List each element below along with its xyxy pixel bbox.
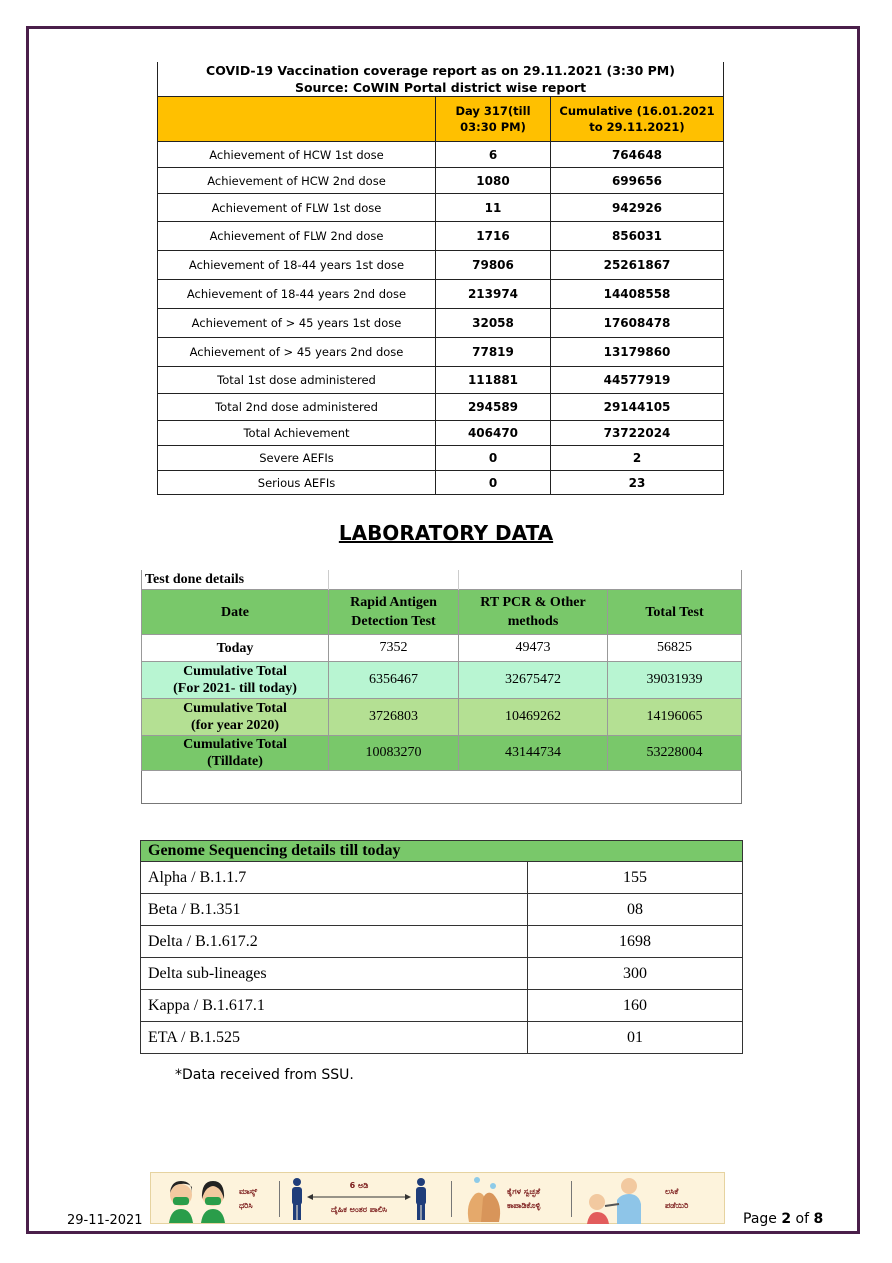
row-cum-value: 764648 [551, 142, 724, 168]
genome-variant: Alpha / B.1.1.7 [141, 862, 528, 894]
page-of: of [791, 1211, 814, 1227]
lab-rtpcr-value: 43144734 [459, 736, 608, 771]
person-icon [413, 1177, 429, 1221]
genome-heading: Genome Sequencing details till today [141, 841, 743, 862]
row-day-value: 1716 [436, 222, 551, 251]
lab-caption-blank [329, 570, 459, 590]
row-label: Achievement of 18-44 years 2nd dose [158, 280, 436, 309]
genome-variant: Delta / B.1.617.2 [141, 926, 528, 958]
vaccination-header-day [436, 97, 551, 142]
genome-count: 160 [528, 990, 743, 1022]
lab-rtpcr-value: 49473 [459, 635, 608, 662]
row-day-value: 32058 [436, 309, 551, 338]
table-row [158, 194, 724, 222]
row-cum-value: 29144105 [551, 394, 724, 421]
genome-count: 155 [528, 862, 743, 894]
row-cum-value: 73722024 [551, 421, 724, 446]
lab-row-label-line2: (Tilldate) [207, 754, 263, 769]
genome-variant: ETA / B.1.525 [141, 1022, 528, 1054]
lab-header-date: Date [142, 590, 329, 635]
mask-text-line2: ಧರಿಸಿ [239, 1201, 253, 1210]
lab-total-value: 39031939 [608, 662, 742, 699]
vaccine-text-line2: ಪಡೆಯಿರಿ [665, 1201, 689, 1210]
row-cum-value: 14408558 [551, 280, 724, 309]
vaccination-title-line2: Source: CoWIN Portal district wise report [294, 80, 587, 95]
row-label: Total 1st dose administered [158, 367, 436, 394]
vaccination-header-blank [158, 97, 436, 142]
row-day-value: 11 [436, 194, 551, 222]
table-row [142, 736, 742, 771]
row-cum-value: 699656 [551, 168, 724, 194]
row-label: Severe AEFIs [158, 446, 436, 471]
row-day-value: 111881 [436, 367, 551, 394]
lab-row-label [142, 736, 329, 771]
lab-rapid-value: 10083270 [329, 736, 459, 771]
lab-header-rtpcr-line2: methods [507, 614, 559, 629]
row-label: Total Achievement [158, 421, 436, 446]
vaccination-title [158, 62, 724, 97]
genome-variant: Delta sub-lineages [141, 958, 528, 990]
row-cum-value: 25261867 [551, 251, 724, 280]
lab-row-label [142, 662, 329, 699]
table-row [158, 421, 724, 446]
masked-faces-icon [163, 1173, 233, 1225]
row-cum-value: 856031 [551, 222, 724, 251]
vaccine-text [665, 1185, 688, 1213]
lab-row-label-line2: (For 2021- till today) [173, 681, 297, 696]
lab-header-row [142, 590, 742, 635]
person-icon [289, 1177, 305, 1221]
table-row [141, 894, 743, 926]
header-cum-line2: to 29.11.2021) [589, 120, 685, 134]
lab-rtpcr-value: 32675472 [459, 662, 608, 699]
handwash-text [507, 1185, 540, 1213]
handwash-segment [457, 1173, 567, 1225]
genome-count: 08 [528, 894, 743, 926]
lab-header-rapid [329, 590, 459, 635]
lab-rapid-value: 3726803 [329, 699, 459, 736]
row-label: Achievement of HCW 1st dose [158, 142, 436, 168]
double-arrow-icon [307, 1193, 411, 1201]
row-label: Achievement of > 45 years 1st dose [158, 309, 436, 338]
handwash-text-line2: ಕಾಪಾಡಿಕೊಳ್ಳಿ [507, 1201, 541, 1210]
row-label: Achievement of HCW 2nd dose [158, 168, 436, 194]
row-label: Achievement of FLW 2nd dose [158, 222, 436, 251]
lab-rtpcr-value: 10469262 [459, 699, 608, 736]
row-day-value: 0 [436, 446, 551, 471]
genome-variant: Kappa / B.1.617.1 [141, 990, 528, 1022]
lab-row-label-line1: Cumulative Total [183, 664, 287, 679]
row-cum-value: 13179860 [551, 338, 724, 367]
vaccination-header-row [158, 97, 724, 142]
table-row [142, 635, 742, 662]
table-row [158, 142, 724, 168]
lab-row-label-line1: Cumulative Total [183, 737, 287, 752]
table-row [158, 446, 724, 471]
lab-empty-cell [142, 771, 742, 804]
vaccination-table [157, 62, 724, 495]
table-row [141, 862, 743, 894]
vaccination-title-line1: COVID-19 Vaccination coverage report as on 29.11.2021 (3:30 PM) [206, 63, 675, 78]
vaccination-header-cumulative [551, 97, 724, 142]
header-day-line1: Day 317(till [455, 104, 531, 118]
page-prefix: Page [743, 1211, 782, 1227]
mask-text-line1: ಮಾಸ್ಕ್ [239, 1187, 258, 1196]
mask-text [239, 1185, 257, 1213]
lab-header-rapid-line1: Rapid Antigen [350, 595, 437, 610]
row-day-value: 0 [436, 471, 551, 495]
table-row [158, 168, 724, 194]
lab-row-label-line2: (for year 2020) [190, 718, 280, 733]
vaccination-icon [581, 1174, 651, 1224]
row-cum-value: 2 [551, 446, 724, 471]
lab-caption: Test done details [142, 570, 329, 590]
lab-row-label [142, 699, 329, 736]
distance-label: 6 ಅಡಿ [349, 1181, 369, 1190]
genome-count: 300 [528, 958, 743, 990]
table-row [141, 958, 743, 990]
lab-caption-row [142, 570, 742, 590]
table-row [141, 990, 743, 1022]
lab-header-rapid-line2: Detection Test [351, 614, 436, 629]
row-day-value: 79806 [436, 251, 551, 280]
handwash-icon [463, 1174, 505, 1224]
lab-rapid-value: 7352 [329, 635, 459, 662]
genome-table [140, 840, 743, 1054]
lab-header-total: Total Test [608, 590, 742, 635]
handwash-text-line1: ಕೈಗಳ ಸ್ವಚ್ಛತೆ [507, 1187, 541, 1196]
distance-segment [283, 1173, 433, 1225]
row-cum-value: 17608478 [551, 309, 724, 338]
lab-caption-blank2 [459, 570, 742, 590]
row-cum-value: 23 [551, 471, 724, 495]
table-row [141, 926, 743, 958]
laboratory-table [141, 570, 742, 804]
table-row [158, 309, 724, 338]
lab-total-value: 56825 [608, 635, 742, 662]
page-current: 2 [781, 1211, 792, 1227]
header-cum-line1: Cumulative (16.01.2021 [559, 104, 715, 118]
row-cum-value: 942926 [551, 194, 724, 222]
row-day-value: 1080 [436, 168, 551, 194]
row-label: Achievement of FLW 1st dose [158, 194, 436, 222]
lab-row-label-line1: Cumulative Total [183, 701, 287, 716]
row-day-value: 6 [436, 142, 551, 168]
banner-divider [279, 1181, 280, 1217]
footer-date: 29-11-2021 [67, 1213, 143, 1228]
row-label: Achievement of > 45 years 2nd dose [158, 338, 436, 367]
row-day-value: 77819 [436, 338, 551, 367]
table-row [158, 280, 724, 309]
vaccine-text-line1: ಲಸಿಕೆ [665, 1187, 679, 1196]
table-row [142, 662, 742, 699]
table-row [141, 1022, 743, 1054]
lab-empty-row [142, 771, 742, 804]
genome-header-row [141, 841, 743, 862]
covid-appropriate-behaviour-banner [150, 1172, 725, 1224]
table-row [158, 471, 724, 495]
row-day-value: 294589 [436, 394, 551, 421]
row-label: Achievement of 18-44 years 1st dose [158, 251, 436, 280]
table-row [158, 251, 724, 280]
vaccination-title-row [158, 62, 724, 97]
laboratory-data-heading: LABORATORY DATA [338, 521, 554, 545]
genome-count: 01 [528, 1022, 743, 1054]
banner-divider [451, 1181, 452, 1217]
genome-variant: Beta / B.1.351 [141, 894, 528, 926]
page-total: 8 [813, 1211, 824, 1227]
vaccine-segment [575, 1173, 723, 1225]
page-number [743, 1211, 823, 1227]
row-day-value: 406470 [436, 421, 551, 446]
row-cum-value: 44577919 [551, 367, 724, 394]
banner-divider [571, 1181, 572, 1217]
table-row [158, 222, 724, 251]
mask-segment [163, 1173, 273, 1225]
table-row [142, 699, 742, 736]
row-label: Total 2nd dose administered [158, 394, 436, 421]
header-day-line2: 03:30 PM) [460, 120, 526, 134]
lab-header-rtpcr-line1: RT PCR & Other [480, 595, 586, 610]
table-row [158, 338, 724, 367]
footnote: *Data received from SSU. [175, 1067, 354, 1083]
table-row [158, 394, 724, 421]
distance-text: ದೈಹಿಕ ಅಂತರ ಪಾಲಿಸಿ [330, 1205, 388, 1214]
lab-total-value: 14196065 [608, 699, 742, 736]
row-label: Serious AEFIs [158, 471, 436, 495]
lab-row-label: Today [142, 635, 329, 662]
row-day-value: 213974 [436, 280, 551, 309]
lab-total-value: 53228004 [608, 736, 742, 771]
lab-header-rtpcr [459, 590, 608, 635]
lab-rapid-value: 6356467 [329, 662, 459, 699]
genome-count: 1698 [528, 926, 743, 958]
table-row [158, 367, 724, 394]
